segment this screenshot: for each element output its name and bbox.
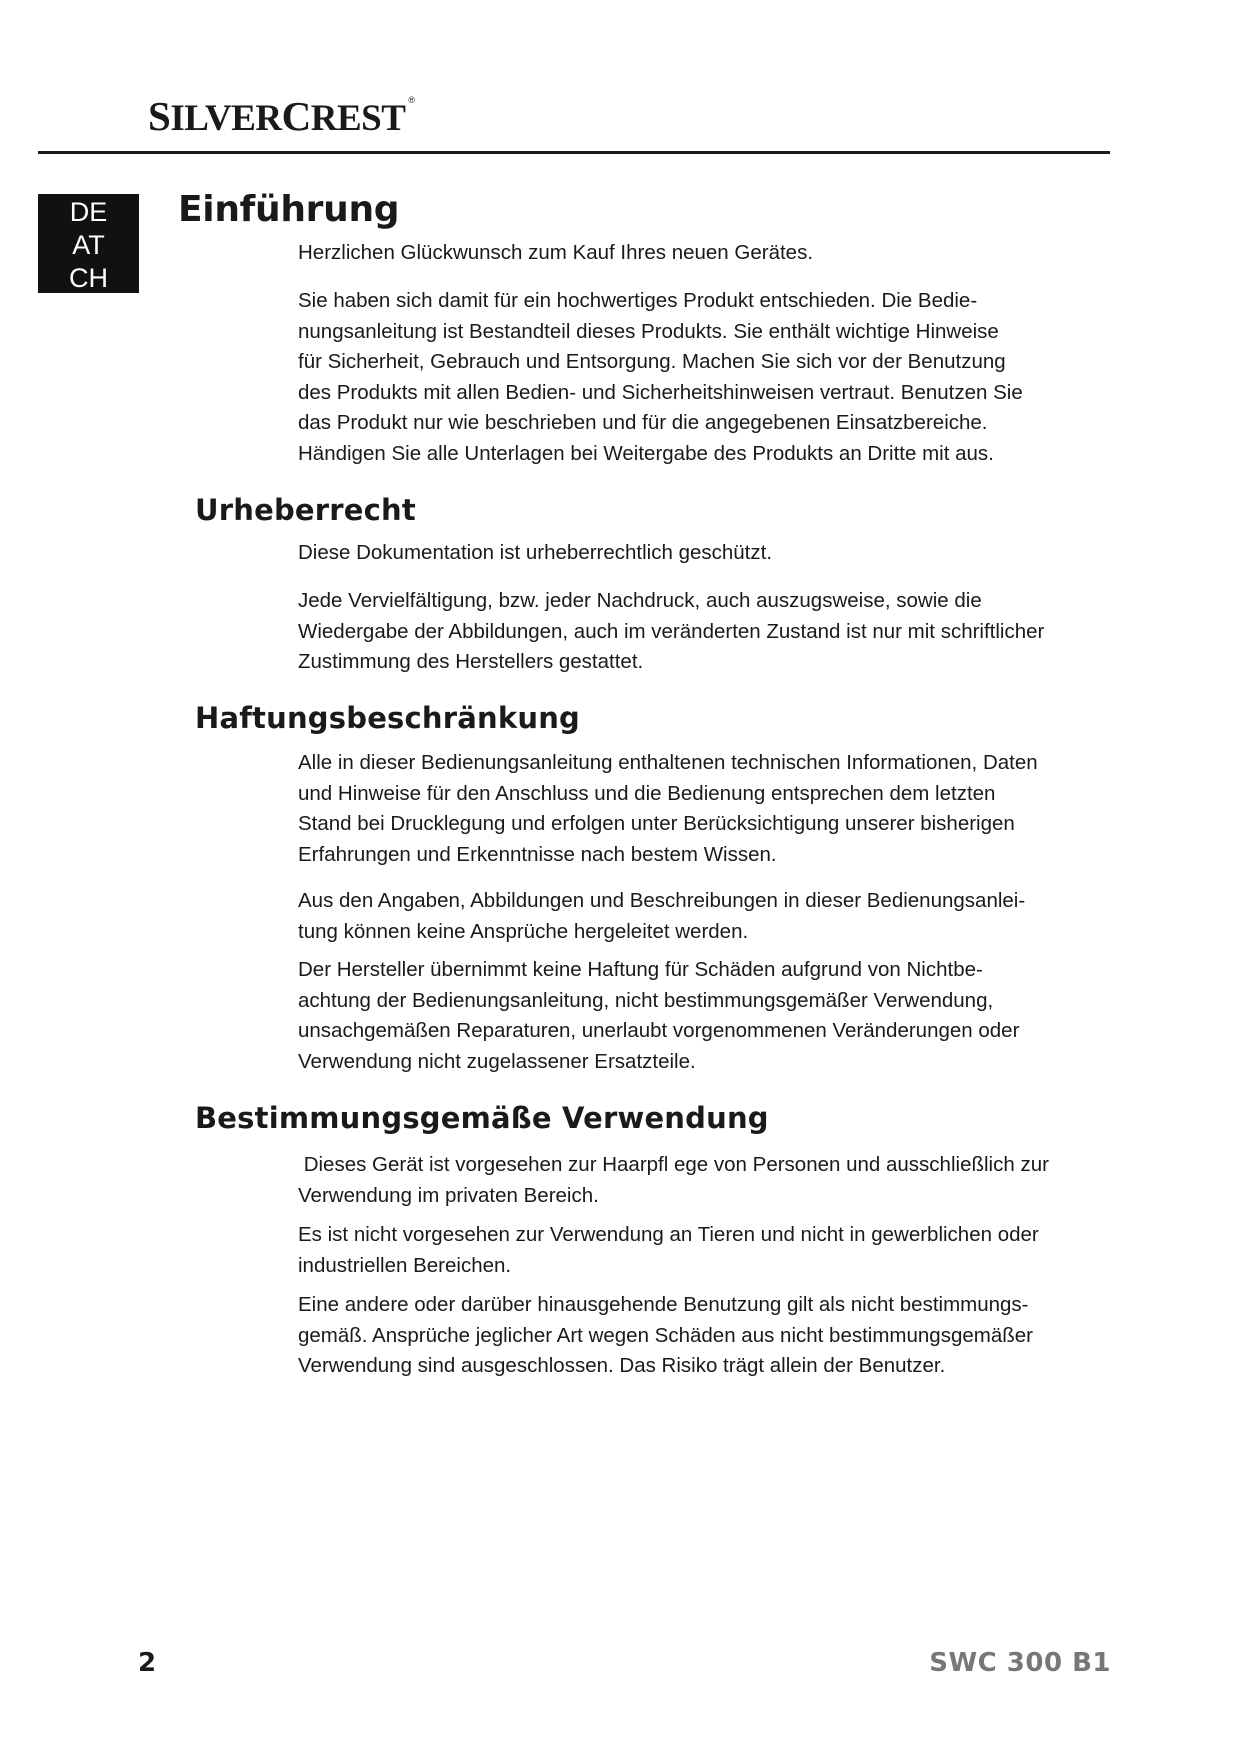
paragraph: Der Hersteller übernimmt keine Haftung für Schäden aufgrund von Nichtbe- achtung der Bedienungsanleitung, nicht bestimmungsgemäßer Verwendung, unsachgemäßen Reparaturen, unerlaubt vorgenommenen Veränderungen oder Verwendung nicht zugelassener Ersatzteile.	[298, 958, 1020, 1073]
paragraph: Eine andere oder darüber hinausgehende Benutzung gilt als nicht bestimmungs- gemäß. Ansprüche jeglicher Art wegen Schäden aus nicht bestimmungsgemäßer Verwendung sind ausgeschlossen. Das Risiko trägt allein der Benutzer.	[298, 1293, 1033, 1377]
paragraph: Alle in dieser Bedienungsanleitung enthaltenen technischen Informationen, Daten und Hinweise für den Anschluss und die Bedienung entsprechen dem letzten Stand bei Drucklegung und erfolgen unter Berücksichtigung unserer bisherigen Erfahrungen und Erkenntnisse nach bestem Wissen.	[298, 751, 1038, 866]
model-number: SWC 300 B1	[929, 1648, 1111, 1678]
language-code: AT	[72, 230, 105, 260]
paragraph: Aus den Angaben, Abbildungen und Beschreibungen in dieser Bedienungsanlei- tung können keine Ansprüche hergeleitet werden.	[298, 889, 1026, 943]
language-code: CH	[69, 263, 108, 293]
logo-text: ILVER	[170, 98, 282, 139]
paragraph: Sie haben sich damit für ein hochwertiges Produkt entschieden. Die Bedie- nungsanleitung ist Bestandteil dieses Produkts. Sie enthält wichtige Hinweise für Sicherheit, Gebrauch und Entsorgung. Machen Sie sich vor der Benutzung des Produkts mit allen Bedien- und Sicherheitshinweisen vertraut. Benutzen Sie das Produkt nur wie beschrieben und für die angegebenen Einsatzbereiche. Händigen Sie alle Unterlagen bei Weitergabe des Produkts an Dritte mit aus.	[298, 289, 1023, 465]
section-title-intended-use: Bestimmungsgemäße Verwendung	[195, 1101, 769, 1135]
paragraph: Diese Dokumentation ist urheberrechtlich geschützt.	[298, 541, 773, 564]
brand-logo	[148, 93, 415, 139]
paragraph: Herzlichen Glückwunsch zum Kauf Ihres neuen Gerätes.	[298, 241, 814, 264]
language-tab	[38, 194, 139, 293]
registered-mark: ®	[408, 95, 415, 105]
language-code: DE	[69, 197, 108, 227]
logo-text: REST	[310, 98, 406, 139]
section-title-copyright: Urheberrecht	[195, 493, 416, 527]
logo-letter: C	[281, 93, 311, 139]
paragraph: Dieses Gerät ist vorgesehen zur Haarpfl ege von Personen und ausschließlich zur Verwendung im privaten Bereich.	[298, 1153, 1049, 1207]
section-title-intro: Einführung	[178, 189, 400, 230]
logo-letter: S	[148, 93, 171, 139]
header-divider	[38, 151, 1110, 154]
section-title-liability: Haftungsbeschränkung	[195, 701, 581, 735]
paragraph: Es ist nicht vorgesehen zur Verwendung an Tieren und nicht in gewerblichen oder industriellen Bereichen.	[298, 1223, 1039, 1277]
paragraph: Jede Vervielfältigung, bzw. jeder Nachdruck, auch auszugsweise, sowie die Wiedergabe der Abbildungen, auch im veränderten Zustand ist nur mit schriftlicher Zustimmung des Herstellers gestattet.	[298, 589, 1045, 673]
page-number: 2	[138, 1648, 157, 1678]
